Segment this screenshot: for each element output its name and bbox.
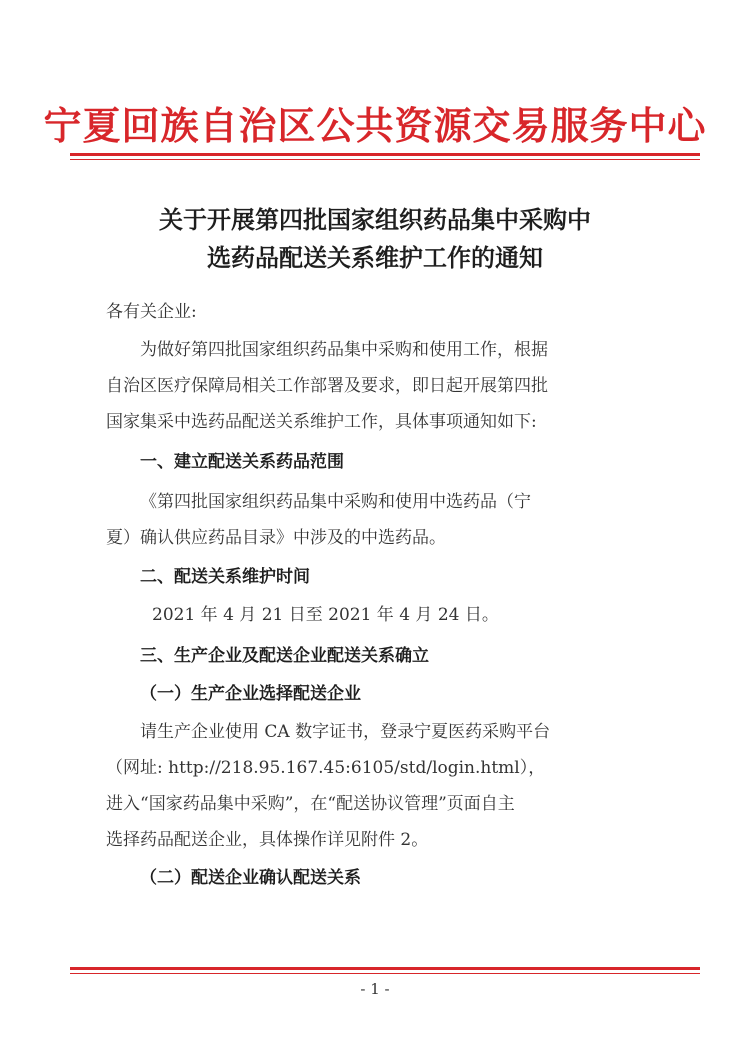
section-1-text-line-2: 夏）确认供应药品目录》中涉及的中选药品。 — [106, 528, 446, 548]
issuer-header: 宁夏回族自治区公共资源交易服务中心 — [43, 103, 707, 148]
section-3-heading: 三、生产企业及配送企业配送关系确立 — [140, 646, 429, 666]
document-title-line-2: 选药品配送关系维护工作的通知 — [207, 243, 543, 272]
page-number: - 1 - — [360, 980, 390, 998]
section-1-text-line-1: 《第四批国家组织药品集中采购和使用中选药品（宁 — [140, 492, 531, 512]
section-3-sub-1-heading: （一）生产企业选择配送企业 — [140, 684, 361, 704]
section-2-heading: 二、配送关系维护时间 — [140, 567, 310, 587]
header-red-rule-thin — [70, 159, 700, 160]
footer-red-rule — [70, 967, 700, 970]
section-3-sub-1-text-line-1: 请生产企业使用 CA 数字证书，登录宁夏医药采购平台 — [140, 722, 551, 742]
section-3-sub-2-heading: （二）配送企业确认配送关系 — [140, 868, 361, 888]
intro-line-1: 为做好第四批国家组织药品集中采购和使用工作，根据 — [140, 340, 548, 360]
section-3-sub-1-text-line-2: （网址: http://218.95.167.45:6105/std/login.html）， — [106, 758, 546, 778]
document-title-line-1: 关于开展第四批国家组织药品集中采购中 — [159, 205, 591, 234]
intro-line-2: 自治区医疗保障局相关工作部署及要求，即日起开展第四批 — [106, 376, 548, 396]
header-red-rule — [70, 153, 700, 156]
footer-red-rule-thin — [70, 973, 700, 974]
section-3-sub-1-text-line-4: 选择药品配送企业，具体操作详见附件 2。 — [106, 830, 429, 850]
section-1-heading: 一、建立配送关系药品范围 — [140, 452, 344, 472]
section-3-sub-1-text-line-3: 进入“国家药品集中采购”，在“配送协议管理”页面自主 — [106, 794, 515, 814]
section-2-text: 2021 年 4 月 21 日至 2021 年 4 月 24 日。 — [152, 605, 499, 625]
intro-line-3: 国家集采中选药品配送关系维护工作，具体事项通知如下: — [106, 412, 537, 432]
salutation: 各有关企业: — [106, 302, 197, 322]
